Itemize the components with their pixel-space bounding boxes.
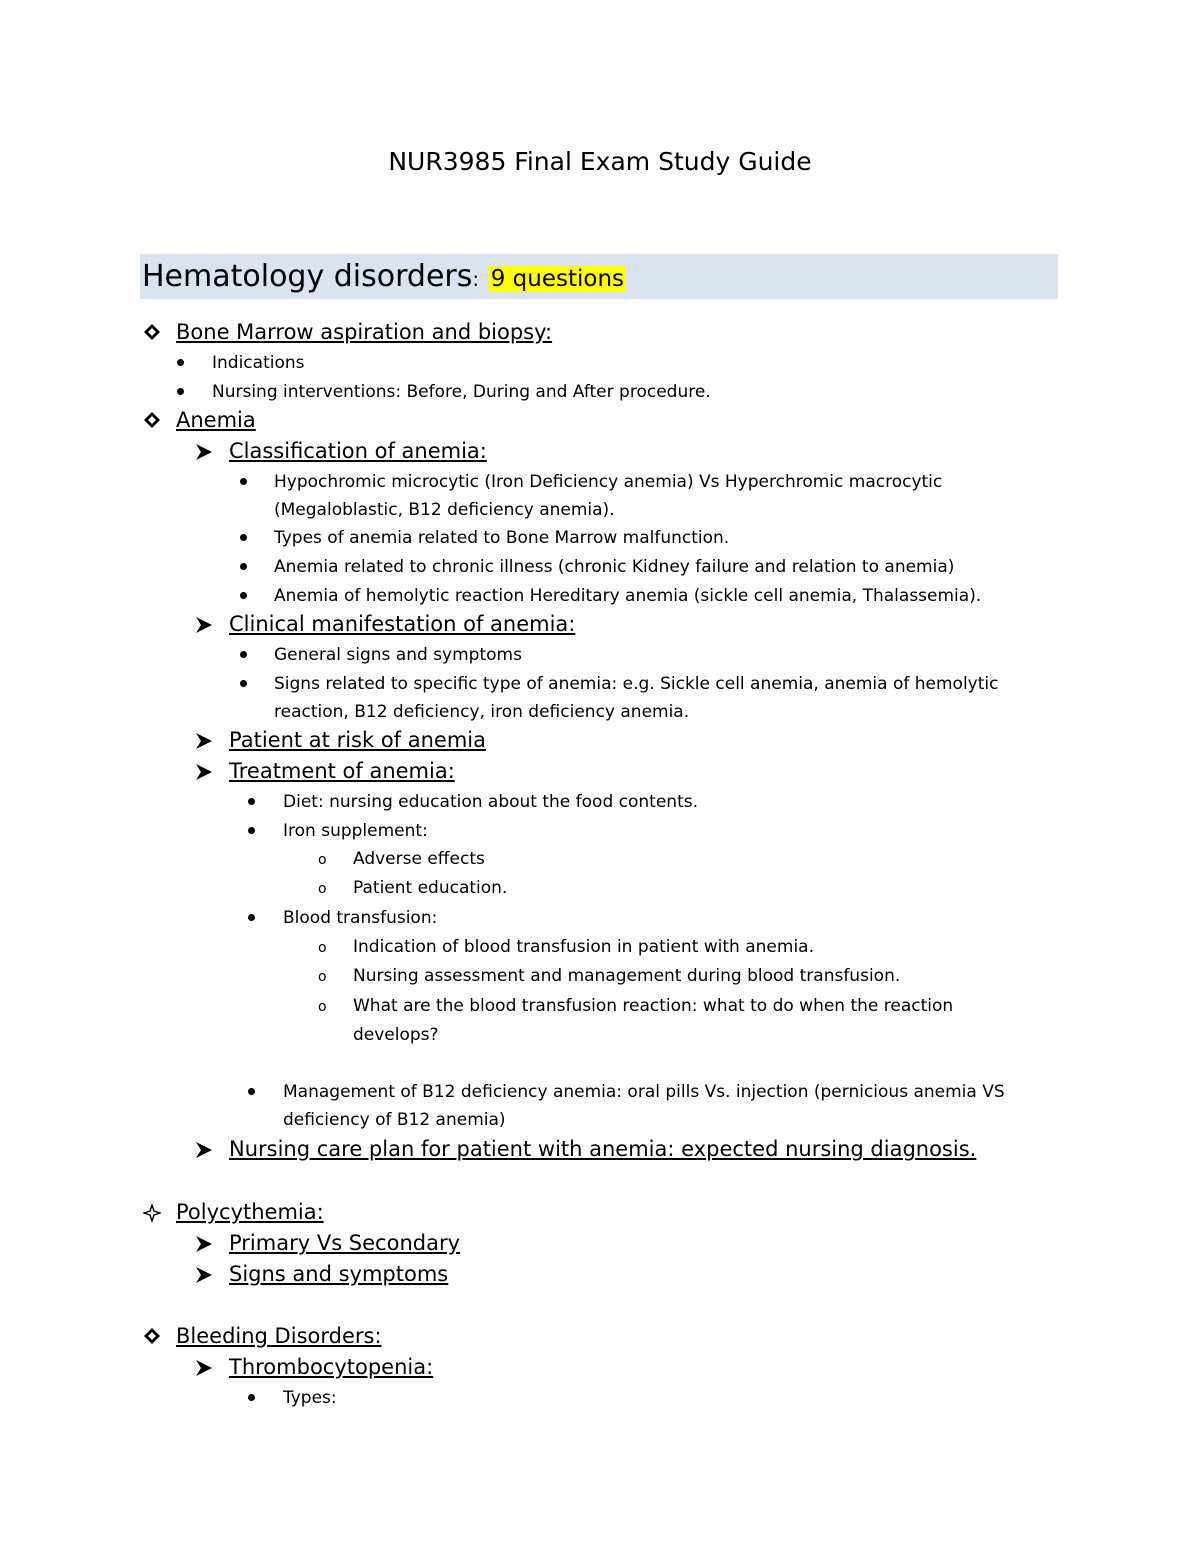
question-count-highlight: 9 questions [490, 266, 624, 292]
list-item: Management of B12 deficiency anemia: oral pills Vs. injection (pernicious anemia VS [283, 1082, 1005, 1102]
list-item: Nursing assessment and management during blood transfusion. [353, 966, 901, 986]
list-item: Anemia of hemolytic reaction Hereditary anemia (sickle cell anemia, Thalassemia). [274, 586, 982, 606]
list-item: Diet: nursing education about the food contents. [283, 792, 698, 812]
four-point-star-bullet-icon [143, 1204, 161, 1222]
bullet-dot [240, 534, 247, 541]
bullet-dot [248, 827, 255, 834]
section-heading: Hematology disorders: 9 questions [142, 259, 624, 294]
list-item: Adverse effects [353, 849, 485, 869]
page-title: NUR3985 Final Exam Study Guide [388, 147, 812, 176]
diamond-bullet-icon [143, 323, 161, 341]
circle-bullet: o [318, 999, 327, 1015]
circle-bullet: o [318, 881, 327, 897]
subtopic-clinical-manifestation: Clinical manifestation of anemia: [229, 612, 576, 636]
list-item: Types of anemia related to Bone Marrow malfunction. [274, 528, 730, 548]
subtopic-thrombocytopenia: Thrombocytopenia: [229, 1355, 434, 1379]
arrow-bullet-icon [195, 1141, 213, 1159]
bullet-dot [248, 798, 255, 805]
topic-bone-marrow: Bone Marrow aspiration and biopsy: [176, 320, 553, 344]
arrow-bullet-icon [195, 1266, 213, 1284]
list-item-continuation: (Megaloblastic, B12 deficiency anemia). [274, 500, 615, 520]
list-item: Anemia related to chronic illness (chronic Kidney failure and relation to anemia) [274, 557, 955, 577]
list-item: Indication of blood transfusion in patient with anemia. [353, 937, 814, 957]
bullet-dot [240, 680, 247, 687]
subtopic-classification: Classification of anemia: [229, 439, 487, 463]
bullet-dot [177, 359, 184, 366]
list-item: What are the blood transfusion reaction: what to do when the reaction [353, 996, 954, 1016]
arrow-bullet-icon [195, 732, 213, 750]
bullet-dot [177, 388, 184, 395]
subtopic-primary-vs-secondary: Primary Vs Secondary [229, 1231, 461, 1255]
arrow-bullet-icon [195, 763, 213, 781]
list-item: Nursing interventions: Before, During and After procedure. [212, 382, 711, 402]
bullet-dot [248, 1088, 255, 1095]
list-item: Patient education. [353, 878, 508, 898]
bullet-dot [240, 592, 247, 599]
circle-bullet: o [318, 940, 327, 956]
topic-polycythemia: Polycythemia: [176, 1200, 324, 1224]
bullet-dot [248, 914, 255, 921]
bullet-dot [240, 478, 247, 485]
subtopic-treatment: Treatment of anemia: [229, 759, 455, 783]
list-item-continuation: deficiency of B12 anemia) [283, 1110, 506, 1130]
subtopic-nursing-care-plan: Nursing care plan for patient with anemia: expected nursing diagnosis. [229, 1137, 977, 1161]
list-item-continuation: develops? [353, 1025, 439, 1045]
list-item: Signs related to specific type of anemia: e.g. Sickle cell anemia, anemia of hemolytic [274, 674, 999, 694]
list-item: Hypochromic microcytic (Iron Deficiency anemia) Vs Hyperchromic macrocytic [274, 472, 943, 492]
section-heading-bar [140, 254, 1058, 299]
list-item: General signs and symptoms [274, 645, 522, 665]
list-item: Blood transfusion: [283, 908, 438, 928]
diamond-bullet-icon [143, 1327, 161, 1345]
list-item: Iron supplement: [283, 821, 428, 841]
subtopic-patient-at-risk: Patient at risk of anemia [229, 728, 486, 752]
subtopic-signs-and-symptoms: Signs and symptoms [229, 1262, 449, 1286]
circle-bullet: o [318, 969, 327, 985]
list-item-continuation: reaction, B12 deficiency, iron deficiency anemia. [274, 702, 690, 722]
list-item: Indications [212, 353, 305, 373]
bullet-dot [240, 563, 247, 570]
arrow-bullet-icon [195, 1235, 213, 1253]
diamond-bullet-icon [143, 411, 161, 429]
arrow-bullet-icon [195, 1359, 213, 1377]
arrow-bullet-icon [195, 616, 213, 634]
topic-anemia: Anemia [176, 408, 256, 432]
bullet-dot [248, 1394, 255, 1401]
arrow-bullet-icon [195, 443, 213, 461]
circle-bullet: o [318, 852, 327, 868]
topic-bleeding-disorders: Bleeding Disorders: [176, 1324, 382, 1348]
list-item: Types: [283, 1388, 337, 1408]
bullet-dot [240, 651, 247, 658]
